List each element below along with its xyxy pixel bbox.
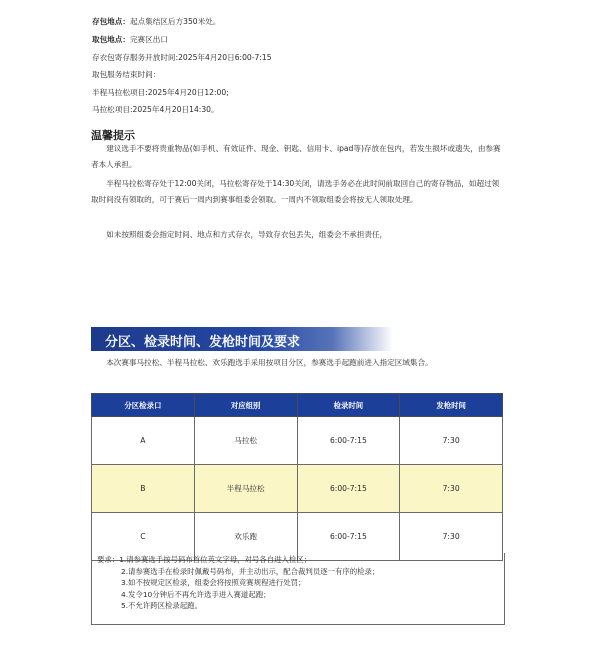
table-cell: 6:00-7:15 [297, 513, 400, 561]
table-cell: 6:00-7:15 [297, 417, 400, 465]
section-title: 分区、检录时间、发枪时间及要求 [105, 335, 301, 350]
storage-location-value: 起点集结区后方350米处。 [129, 17, 221, 26]
storage-open-time: 存衣包寄存服务开放时间:2025年4月20日6:00-7:15 [92, 53, 272, 62]
requirements-label: 要求： [97, 555, 120, 564]
requirements-box [91, 553, 505, 625]
table-row-highlighted [92, 465, 503, 513]
column-header-start-time: 发枪时间 [400, 394, 503, 417]
column-header-checkin-time: 检录时间 [297, 394, 400, 417]
pickup-location-value: 完赛区出口 [129, 35, 168, 44]
tips-paragraph-3: 如未按照组委会指定时间、地点和方式存衣，导致存衣包丢失，组委会不承担责任， [106, 230, 388, 239]
table-cell: 7:30 [400, 513, 503, 561]
table-cell: C [92, 513, 195, 561]
table-cell: 7:30 [400, 417, 503, 465]
table-cell: 7:30 [400, 465, 503, 513]
requirement-item: 4.发令10分钟后不再允许选手进入赛道起跑； [121, 589, 271, 599]
zone-table [91, 393, 503, 561]
table-cell: A [92, 417, 195, 465]
requirement-item: 5.不允许跨区检录起跑。 [121, 601, 202, 611]
tips-paragraph-2: 半程马拉松寄存处于12:00关闭，马拉松寄存处于14:30关闭，请选手务必在此时间前取回自己的寄存物品，如超过领取时间没有领取的，可于赛后一周内到赛事组委会领取。一周内不领取组委会将按无人领取处理。 [91, 179, 500, 204]
pickup-location-line [92, 35, 168, 45]
column-header-zone: 分区检录口 [92, 394, 195, 417]
storage-location-line [92, 17, 220, 27]
table-cell: 马拉松 [194, 417, 297, 465]
requirement-item: 1.请参赛选手按号码布首位英文字母，对号各自进入检区； [119, 555, 312, 564]
section-banner [91, 327, 393, 351]
storage-location-label: 存包地点： [92, 17, 130, 26]
half-marathon-end-time: 半程马拉松项目:2025年4月20日12:00; [92, 88, 229, 97]
table-header-row [92, 394, 503, 417]
section-intro: 本次赛事马拉松、半程马拉松、欢乐跑选手采用按项目分区，参赛选手起跑前进入指定区域集合。 [106, 358, 433, 367]
requirement-item: 2.请参赛选手在检录时佩戴号码布，并主动出示，配合裁判员逐一有序的检录； [121, 566, 380, 576]
requirements-line-1 [97, 554, 499, 566]
table-row [92, 417, 503, 465]
table-cell: B [92, 465, 195, 513]
column-header-group: 对应组别 [194, 394, 297, 417]
pickup-location-label: 取包地点： [92, 35, 130, 44]
tips-heading: 温馨提示 [91, 129, 135, 142]
table-cell: 半程马拉松 [194, 465, 297, 513]
requirement-item: 3.如不按规定区检录，组委会将按照竞赛规程进行处罚； [121, 578, 306, 588]
marathon-end-time: 马拉松项目:2025年4月20日14:30。 [92, 105, 219, 114]
tips-paragraph-1: 建议选手不要将贵重物品(如手机、有效证件、现金、钥匙、信用卡、ipad等)存放在包内，若发生损坏或遗失，由参赛者本人承担。 [91, 144, 501, 169]
table-cell: 6:00-7:15 [297, 465, 400, 513]
table-cell: 欢乐跑 [194, 513, 297, 561]
pickup-end-title: 取包服务结束时间： [92, 70, 161, 79]
